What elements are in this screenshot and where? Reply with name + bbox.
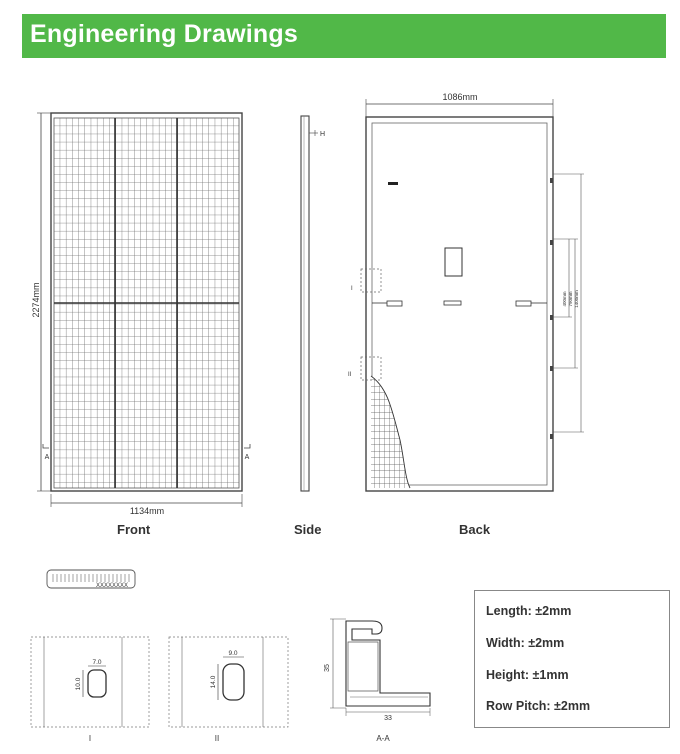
tolerance-row-pitch: Row Pitch: ±2mm <box>486 699 591 713</box>
tolerance-height: Height: ±1mm <box>486 668 569 682</box>
section-aa-height: 35 <box>324 664 331 672</box>
mount-dim-790: 790mm <box>568 291 573 307</box>
detail-i <box>31 637 149 743</box>
side-view <box>301 116 325 491</box>
tolerance-length: Length: ±2mm <box>486 604 572 618</box>
side-view-label: Side <box>294 522 322 537</box>
mount-dim-1400: 1400mm <box>574 290 579 308</box>
front-height-label: 2274mm <box>31 282 41 318</box>
detail-mark-1-label: I <box>351 286 353 292</box>
back-view <box>348 92 584 491</box>
detail-ii-hole-height: 14.0 <box>210 675 217 689</box>
detail-i-hole-height: 10.0 <box>75 677 82 691</box>
section-aa-label: A-A <box>376 734 390 743</box>
label-plate-code: XXXXXXXX <box>95 583 129 589</box>
detail-i-hole-width: 7.0 <box>92 659 102 666</box>
front-view <box>31 113 250 516</box>
section-aa <box>324 619 430 743</box>
junction-box <box>445 248 462 276</box>
cable-connector-right <box>516 301 531 306</box>
front-width-label: 1134mm <box>129 506 165 516</box>
cable-connector-left <box>387 301 402 306</box>
tolerance-width: Width: ±2mm <box>486 636 565 650</box>
detail-i-label: I <box>88 734 92 743</box>
mount-dim-400: 400mm <box>562 291 567 307</box>
label-plate <box>47 570 135 589</box>
back-width-label: 1086mm <box>442 92 478 102</box>
back-label-mark <box>388 182 398 185</box>
detail-i-slot <box>88 670 106 697</box>
detail-ii-slot <box>223 664 244 700</box>
junction-connector <box>444 301 461 305</box>
section-aa-width: 33 <box>384 715 392 722</box>
detail-ii-label: II <box>214 734 220 743</box>
section-aa-profile <box>346 621 430 706</box>
detail-mark-2-label: II <box>348 372 352 378</box>
section-mark-left: A <box>44 454 50 461</box>
side-thickness-mark: H <box>320 131 326 138</box>
detail-ii <box>169 637 288 743</box>
section-mark-right: A <box>244 454 250 461</box>
tolerance-box <box>474 590 670 728</box>
side-profile <box>301 116 309 491</box>
page-title: Engineering Drawings <box>30 20 298 48</box>
back-view-label: Back <box>459 522 491 537</box>
detail-ii-hole-width: 9.0 <box>228 650 238 657</box>
front-view-label: Front <box>117 522 151 537</box>
